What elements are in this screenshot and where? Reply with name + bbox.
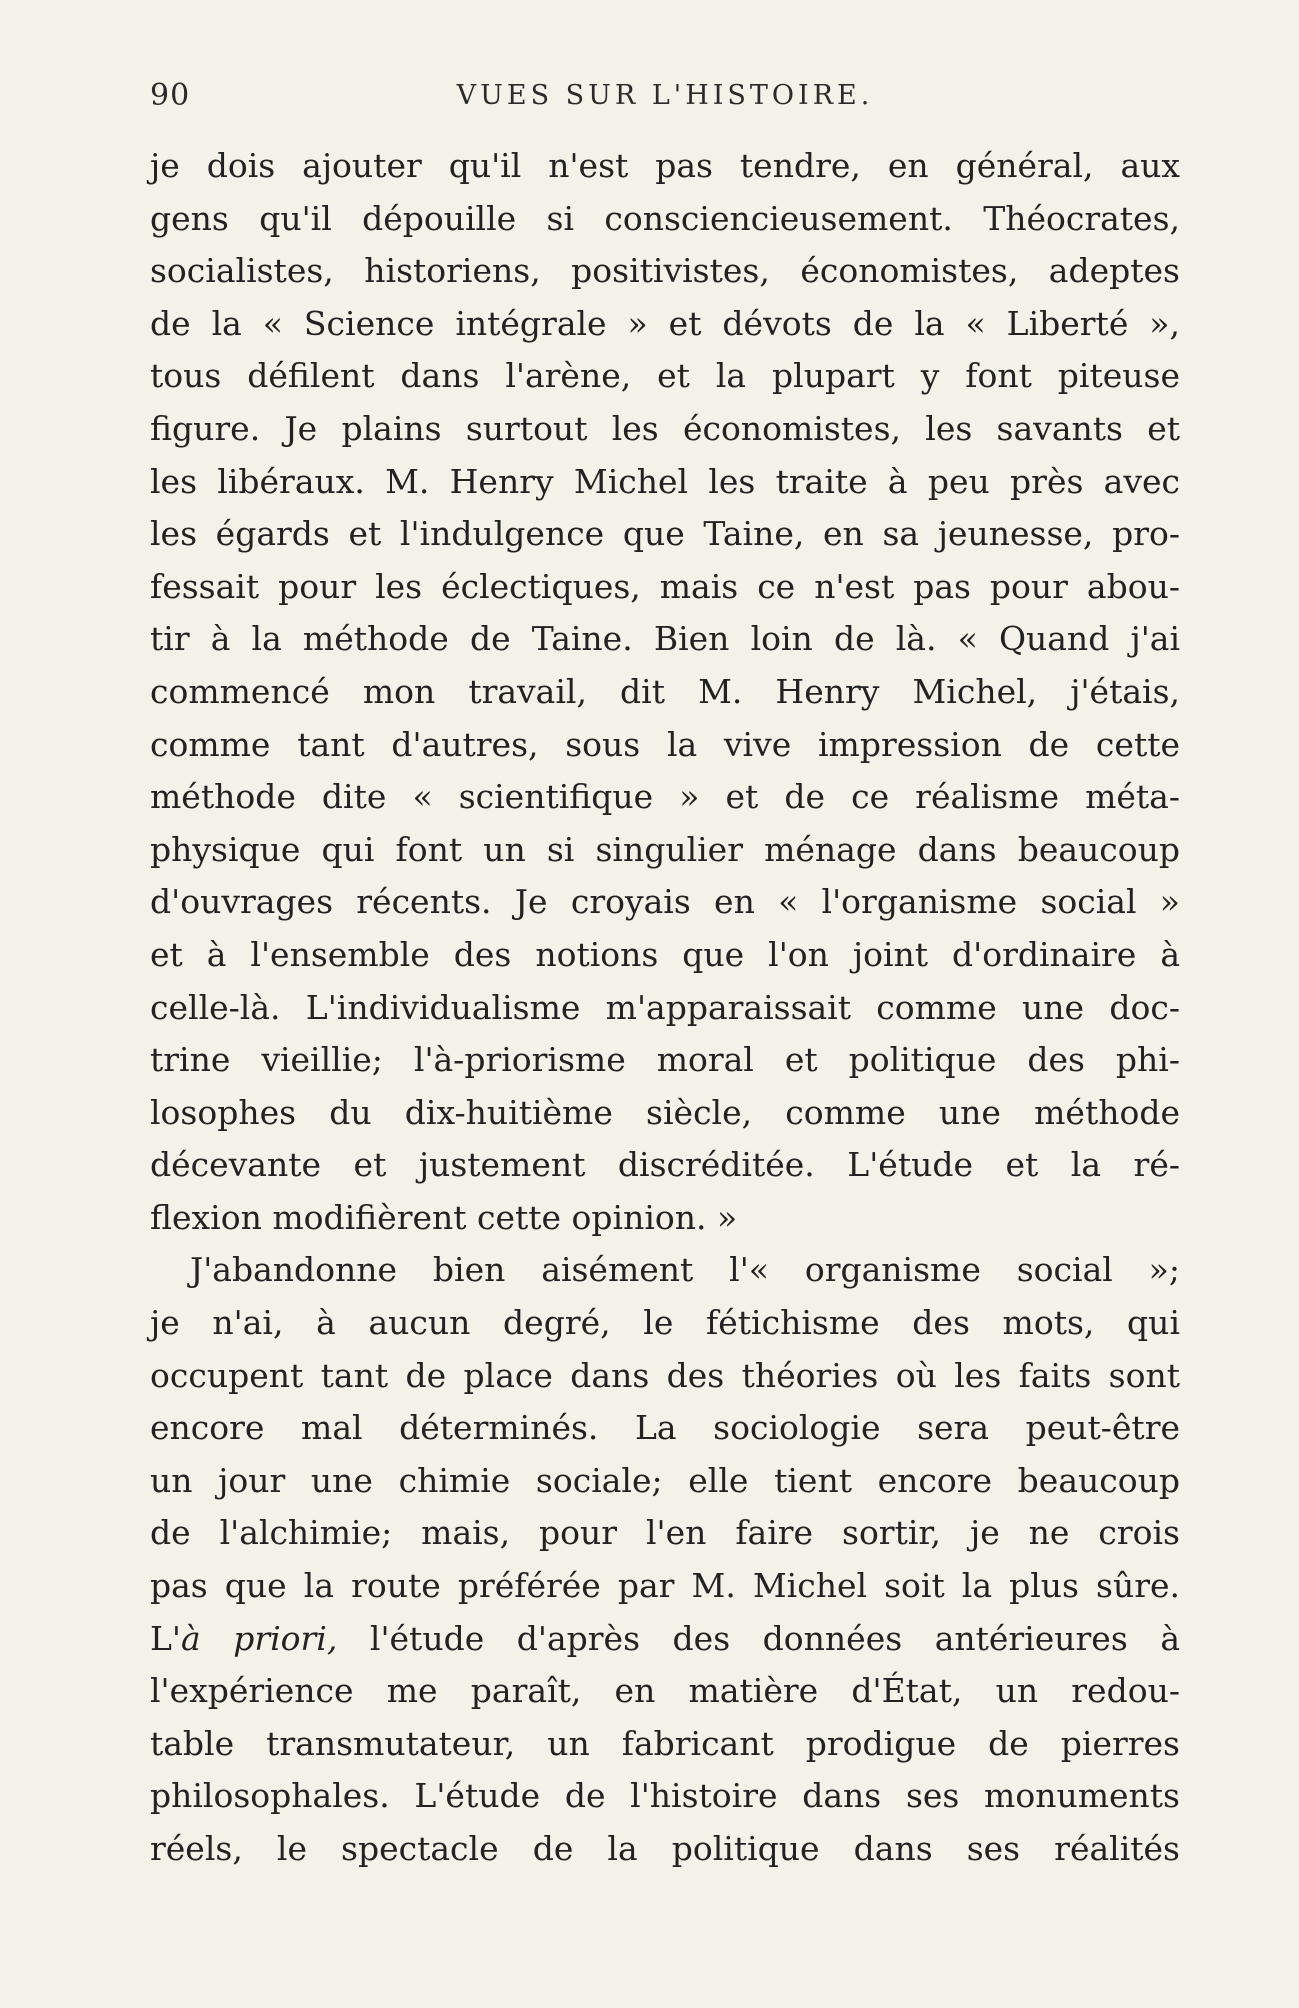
text-line: comme tant d'autres, sous la vive impression de cette [150,724,1180,764]
text-line: d'ouvrages récents. Je croyais en « l'organisme social » [150,882,1180,922]
text-line: fessait pour les éclectiques, mais ce n'est pas pour abou- [150,566,1180,606]
text-line: encore mal déterminés. La sociologie sera peut-être [150,1408,1180,1448]
text-line: je dois ajouter qu'il n'est pas tendre, en général, aux [150,146,1180,185]
running-title: VUES SUR L'HISTOIRE. [456,80,874,111]
text-line: commencé mon travail, dit M. Henry Michel, j'étais, [150,671,1180,711]
text-line: je n'ai, à aucun degré, le fétichisme des mots, qui [150,1303,1180,1343]
text-line: socialistes, historiens, positivistes, économistes, adeptes [150,251,1180,291]
text-line: décevante et justement discréditée. L'étude et la ré- [150,1145,1180,1185]
text-line: figure. Je plains surtout les économistes, les savants et [150,408,1180,448]
text-line: losophes du dix-huitième siècle, comme une méthode [150,1092,1180,1132]
body-text [150,140,1180,1876]
text-segment: l'étude d'après des données antérieures à [337,1618,1180,1658]
text-line: physique qui font un si singulier ménage dans beaucoup [150,829,1180,869]
text-line: et à l'ensemble des notions que l'on joint d'ordinaire à [150,934,1180,974]
text-line: pas que la route préférée par M. Michel soit la plus sûre. [150,1566,1180,1606]
text-line-with-italic [150,1613,1180,1666]
text-line: de la « Science intégrale » et dévots de la « Liberté », [150,303,1180,343]
text-segment: L' [150,1618,181,1658]
text-line: tir à la méthode de Taine. Bien loin de là. « Quand j'ai [150,619,1180,659]
italic-phrase: à priori, [181,1618,338,1658]
text-line: l'expérience me paraît, en matière d'État, un redou- [150,1671,1180,1711]
running-head [150,78,1180,118]
text-line: table transmutateur, un fabricant prodigue de pierres [150,1723,1180,1763]
text-line-paragraph-start: J'abandonne bien aisément l'« organisme social »; [190,1250,1180,1290]
text-line: méthode dite « scientifique » et de ce réalisme méta- [150,777,1180,817]
page-number: 90 [150,78,191,113]
text-line: de l'alchimie; mais, pour l'en faire sortir, je ne crois [150,1513,1180,1553]
text-line-paragraph-end: flexion modifièrent cette opinion. » [150,1197,738,1237]
text-line: les libéraux. M. Henry Michel les traite à peu près avec [150,461,1180,501]
text-line: réels, le spectacle de la politique dans ses réalités [150,1829,1180,1868]
text-line: tous défilent dans l'arène, et la plupart y font piteuse [150,356,1180,396]
text-line: trine vieillie; l'à-priorisme moral et politique des phi- [150,1040,1180,1080]
text-line: les égards et l'indulgence que Taine, en sa jeunesse, pro- [150,514,1180,554]
text-line: un jour une chimie sociale; elle tient encore beaucoup [150,1460,1180,1500]
text-line: gens qu'il dépouille si consciencieusement. Théocrates, [150,198,1180,238]
text-line: occupent tant de place dans des théories où les faits sont [150,1355,1180,1395]
text-line: philosophales. L'étude de l'histoire dans ses monuments [150,1776,1180,1816]
text-line: celle-là. L'individualisme m'apparaissait comme une doc- [150,987,1180,1027]
